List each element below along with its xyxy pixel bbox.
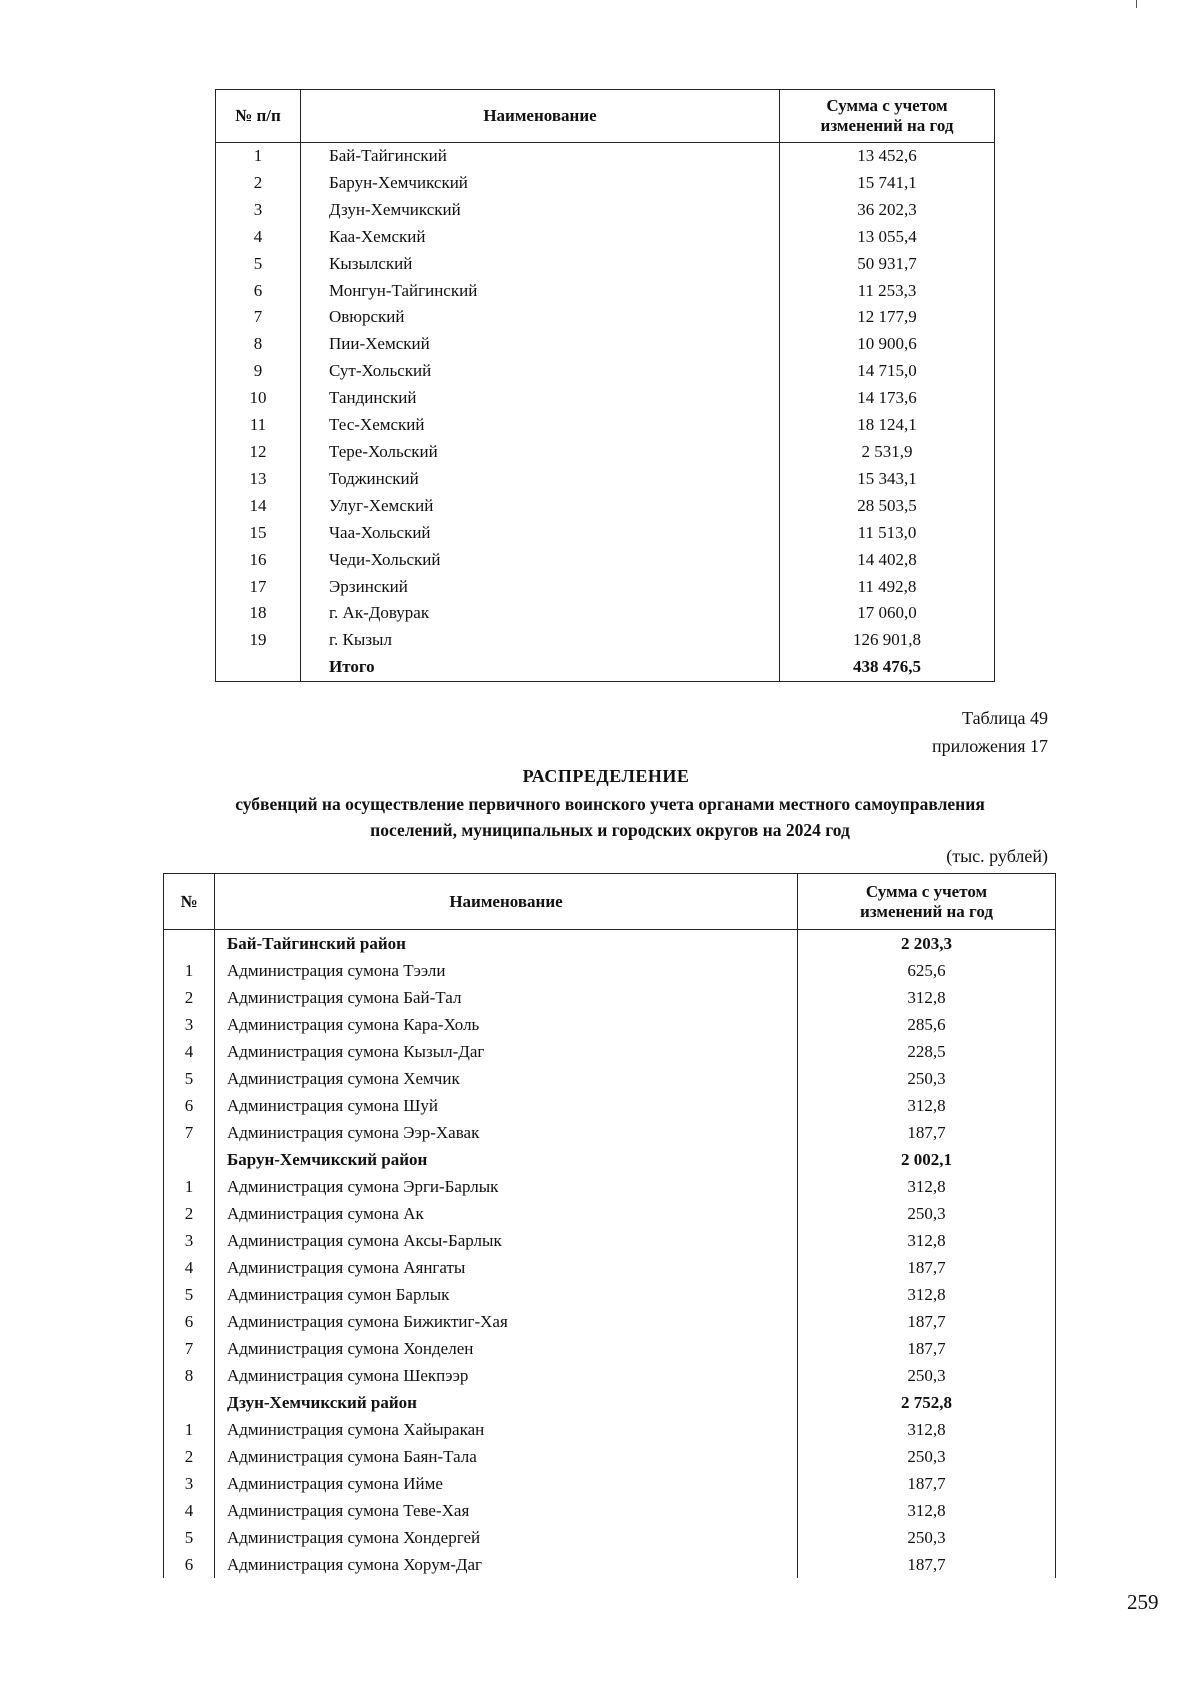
row-value: 187,7 bbox=[798, 1551, 1056, 1578]
row-number bbox=[164, 1389, 215, 1416]
row-value: 12 177,9 bbox=[780, 304, 995, 331]
regions-table-body bbox=[216, 143, 995, 682]
row-number bbox=[164, 1146, 215, 1173]
row-value: 312,8 bbox=[798, 1173, 1056, 1200]
row-value: 17 060,0 bbox=[780, 600, 995, 627]
table-row bbox=[164, 1281, 1056, 1308]
row-value: 228,5 bbox=[798, 1038, 1056, 1065]
row-number: 3 bbox=[184, 1474, 194, 1493]
row-name: Тандинский bbox=[301, 385, 780, 412]
table-row bbox=[164, 1470, 1056, 1497]
row-name: Тоджинский bbox=[301, 466, 780, 493]
row-number: 3 bbox=[253, 199, 263, 219]
row-name: Бай-Тайгинский bbox=[301, 143, 780, 170]
row-name: Администрация сумона Хемчик bbox=[215, 1065, 798, 1092]
table-row bbox=[216, 224, 995, 251]
row-number: 1 bbox=[184, 961, 194, 980]
row-value: 11 253,3 bbox=[780, 278, 995, 305]
row-value: 11 513,0 bbox=[780, 520, 995, 547]
row-name: Администрация сумона Шекпээр bbox=[215, 1362, 798, 1389]
row-number: 14 bbox=[249, 495, 267, 515]
row-value: 126 901,8 bbox=[780, 627, 995, 654]
row-number: 19 bbox=[249, 630, 267, 650]
row-value: 250,3 bbox=[798, 1200, 1056, 1227]
row-value: 36 202,3 bbox=[780, 197, 995, 224]
table-row bbox=[216, 331, 995, 358]
row-number: 10 bbox=[249, 388, 267, 408]
row-value: 312,8 bbox=[798, 1227, 1056, 1254]
row-value: 312,8 bbox=[798, 984, 1056, 1011]
total-row bbox=[216, 654, 995, 681]
row-name: Администрация сумона Хорум-Даг bbox=[215, 1551, 798, 1578]
total-label: Итого bbox=[301, 654, 780, 681]
row-name: Чеди-Хольский bbox=[301, 547, 780, 574]
row-name: Барун-Хемчикский bbox=[301, 170, 780, 197]
page-number: 259 bbox=[1127, 1590, 1159, 1614]
row-value: 250,3 bbox=[798, 1065, 1056, 1092]
regions-table bbox=[215, 89, 995, 682]
row-value: 312,8 bbox=[798, 1281, 1056, 1308]
row-number bbox=[164, 930, 215, 958]
row-value: 13 452,6 bbox=[780, 143, 995, 170]
row-name: Администрация сумона Кара-Холь bbox=[215, 1011, 798, 1038]
table-row bbox=[164, 1038, 1056, 1065]
table-row bbox=[216, 143, 995, 170]
district-group-row bbox=[164, 1146, 1056, 1173]
district-name: Барун-Хемчикский район bbox=[215, 1146, 798, 1173]
table-row bbox=[164, 1011, 1056, 1038]
table-row bbox=[164, 1551, 1056, 1578]
row-number: 6 bbox=[253, 280, 263, 300]
row-name: Администрация сумона Хондергей bbox=[215, 1524, 798, 1551]
row-name: Пии-Хемский bbox=[301, 331, 780, 358]
document-title: РАСПРЕДЕЛЕНИЕ bbox=[522, 766, 690, 786]
table-row bbox=[216, 170, 995, 197]
table-row bbox=[164, 984, 1056, 1011]
units-label: (тыс. рублей) bbox=[946, 846, 1048, 866]
row-name: Эрзинский bbox=[301, 574, 780, 601]
table-row bbox=[216, 358, 995, 385]
row-number: 1 bbox=[184, 1177, 194, 1196]
row-number: 5 bbox=[184, 1069, 194, 1088]
row-name: Администрация сумона Эрги-Барлык bbox=[215, 1173, 798, 1200]
table-row bbox=[164, 1065, 1056, 1092]
row-name: Овюрский bbox=[301, 304, 780, 331]
table-row bbox=[216, 278, 995, 305]
row-value: 285,6 bbox=[798, 1011, 1056, 1038]
row-number: 7 bbox=[184, 1123, 194, 1142]
row-name: Администрация сумона Теве-Хая bbox=[215, 1497, 798, 1524]
district-name: Бай-Тайгинский район bbox=[215, 930, 798, 958]
document-subtitle-line1: субвенций на осуществление первичного воинского учета органами местного самоуправления bbox=[235, 794, 985, 814]
row-name: Кызылский bbox=[301, 251, 780, 278]
row-value: 15 741,1 bbox=[780, 170, 995, 197]
header-num: № п/п bbox=[216, 90, 301, 143]
row-number: 5 bbox=[184, 1285, 194, 1304]
row-number bbox=[216, 654, 301, 681]
row-value: 625,6 bbox=[798, 957, 1056, 984]
row-value: 250,3 bbox=[798, 1443, 1056, 1470]
table-row bbox=[216, 547, 995, 574]
row-value: 187,7 bbox=[798, 1308, 1056, 1335]
header-name: Наименование bbox=[215, 874, 798, 930]
row-name: Дзун-Хемчикский bbox=[301, 197, 780, 224]
row-value: 312,8 bbox=[798, 1416, 1056, 1443]
header-name: Наименование bbox=[301, 90, 780, 143]
row-value: 312,8 bbox=[798, 1497, 1056, 1524]
row-number: 4 bbox=[253, 226, 263, 246]
header-sum-line2: изменений на год bbox=[820, 116, 954, 135]
table-row bbox=[164, 1443, 1056, 1470]
total-value: 438 476,5 bbox=[780, 654, 995, 681]
header-num: № bbox=[164, 874, 215, 930]
row-name: Администрация сумон Барлык bbox=[215, 1281, 798, 1308]
row-number: 5 bbox=[184, 1528, 194, 1547]
row-value: 14 402,8 bbox=[780, 547, 995, 574]
table-row bbox=[216, 197, 995, 224]
table-row bbox=[216, 412, 995, 439]
table-row bbox=[164, 1524, 1056, 1551]
district-total: 2 002,1 bbox=[798, 1146, 1056, 1173]
table-row bbox=[216, 251, 995, 278]
table-row bbox=[216, 600, 995, 627]
table-row bbox=[164, 1227, 1056, 1254]
row-number: 6 bbox=[184, 1555, 194, 1574]
row-name: Администрация сумона Ээр-Хавак bbox=[215, 1119, 798, 1146]
header-sum bbox=[780, 90, 995, 143]
row-name: Администрация сумона Ак bbox=[215, 1200, 798, 1227]
row-number: 2 bbox=[184, 1204, 194, 1223]
row-name: Администрация сумона Аксы-Барлык bbox=[215, 1227, 798, 1254]
row-number: 18 bbox=[249, 603, 267, 623]
row-value: 10 900,6 bbox=[780, 331, 995, 358]
district-group-row bbox=[164, 930, 1056, 958]
row-number: 9 bbox=[253, 361, 263, 381]
table-row bbox=[216, 304, 995, 331]
row-name: Тере-Хольский bbox=[301, 439, 780, 466]
subventions-table-body bbox=[164, 930, 1056, 1579]
row-number: 12 bbox=[249, 441, 267, 461]
appendix-label: приложения 17 bbox=[931, 736, 1048, 756]
row-value: 250,3 bbox=[798, 1362, 1056, 1389]
table-label: Таблица 49 bbox=[962, 708, 1048, 728]
row-value: 312,8 bbox=[798, 1092, 1056, 1119]
row-name: г. Кызыл bbox=[301, 627, 780, 654]
row-number: 6 bbox=[184, 1096, 194, 1115]
table-row bbox=[216, 627, 995, 654]
table-row bbox=[164, 1119, 1056, 1146]
row-number: 2 bbox=[253, 172, 263, 192]
row-number: 15 bbox=[249, 522, 267, 542]
table-row bbox=[164, 1254, 1056, 1281]
row-name: Администрация сумона Шуй bbox=[215, 1092, 798, 1119]
row-name: Администрация сумона Хайыракан bbox=[215, 1416, 798, 1443]
row-value: 187,7 bbox=[798, 1335, 1056, 1362]
row-number: 3 bbox=[184, 1231, 194, 1250]
table-row bbox=[216, 574, 995, 601]
row-number: 5 bbox=[253, 253, 263, 273]
district-name: Дзун-Хемчикский район bbox=[215, 1389, 798, 1416]
row-value: 13 055,4 bbox=[780, 224, 995, 251]
row-value: 18 124,1 bbox=[780, 412, 995, 439]
table-header-row bbox=[164, 874, 1056, 930]
row-value: 28 503,5 bbox=[780, 493, 995, 520]
scan-edge-mark bbox=[1136, 0, 1137, 8]
row-number: 8 bbox=[184, 1366, 194, 1385]
row-value: 14 173,6 bbox=[780, 385, 995, 412]
row-number: 2 bbox=[184, 988, 194, 1007]
document-subtitle-line2: поселений, муниципальных и городских округов на 2024 год bbox=[370, 820, 850, 840]
table-row bbox=[216, 385, 995, 412]
row-number: 8 bbox=[253, 334, 263, 354]
header-sum bbox=[798, 874, 1056, 930]
row-number: 4 bbox=[184, 1258, 194, 1277]
table-row bbox=[216, 466, 995, 493]
row-name: Администрация сумона Тээли bbox=[215, 957, 798, 984]
table-row bbox=[164, 1308, 1056, 1335]
district-total: 2 752,8 bbox=[798, 1389, 1056, 1416]
header-sum-line1: Сумма с учетом bbox=[826, 96, 948, 115]
row-number: 11 bbox=[249, 415, 267, 435]
row-value: 187,7 bbox=[798, 1470, 1056, 1497]
table-row bbox=[164, 1200, 1056, 1227]
table-row bbox=[164, 1092, 1056, 1119]
table-row bbox=[164, 1362, 1056, 1389]
row-value: 2 531,9 bbox=[780, 439, 995, 466]
district-total: 2 203,3 bbox=[798, 930, 1056, 958]
row-name: г. Ак-Довурак bbox=[301, 600, 780, 627]
table-row bbox=[216, 493, 995, 520]
header-sum-line2: изменений на год bbox=[860, 901, 993, 921]
row-number: 1 bbox=[184, 1420, 194, 1439]
row-value: 187,7 bbox=[798, 1254, 1056, 1281]
row-name: Администрация сумона Аянгаты bbox=[215, 1254, 798, 1281]
row-name: Сут-Хольский bbox=[301, 358, 780, 385]
row-name: Улуг-Хемский bbox=[301, 493, 780, 520]
row-number: 4 bbox=[184, 1042, 194, 1061]
subventions-table bbox=[163, 873, 1056, 1578]
table-row bbox=[216, 520, 995, 547]
row-name: Администрация сумона Бай-Тал bbox=[215, 984, 798, 1011]
row-value: 15 343,1 bbox=[780, 466, 995, 493]
row-number: 4 bbox=[184, 1501, 194, 1520]
row-number: 7 bbox=[184, 1339, 194, 1358]
table-row bbox=[164, 1335, 1056, 1362]
row-name: Каа-Хемский bbox=[301, 224, 780, 251]
row-value: 187,7 bbox=[798, 1119, 1056, 1146]
table-row bbox=[216, 439, 995, 466]
row-name: Администрация сумона Баян-Тала bbox=[215, 1443, 798, 1470]
row-value: 50 931,7 bbox=[780, 251, 995, 278]
row-name: Тес-Хемский bbox=[301, 412, 780, 439]
header-sum-line1: Сумма с учетом bbox=[865, 881, 988, 901]
row-number: 16 bbox=[249, 549, 267, 569]
row-name: Чаа-Хольский bbox=[301, 520, 780, 547]
row-name: Монгун-Тайгинский bbox=[301, 278, 780, 305]
district-group-row bbox=[164, 1389, 1056, 1416]
row-number: 7 bbox=[253, 307, 263, 327]
row-name: Администрация сумона Бижиктиг-Хая bbox=[215, 1308, 798, 1335]
table-row bbox=[164, 957, 1056, 984]
row-number: 2 bbox=[184, 1447, 194, 1466]
table-row bbox=[164, 1173, 1056, 1200]
row-value: 11 492,8 bbox=[780, 574, 995, 601]
row-number: 6 bbox=[184, 1312, 194, 1331]
row-number: 1 bbox=[253, 146, 263, 165]
row-number: 17 bbox=[249, 576, 267, 596]
row-name: Администрация сумона Кызыл-Даг bbox=[215, 1038, 798, 1065]
row-value: 14 715,0 bbox=[780, 358, 995, 385]
table-row bbox=[164, 1497, 1056, 1524]
row-name: Администрация сумона Хонделен bbox=[215, 1335, 798, 1362]
table-header-row bbox=[216, 90, 995, 143]
row-value: 250,3 bbox=[798, 1524, 1056, 1551]
row-number: 3 bbox=[184, 1015, 194, 1034]
row-number: 13 bbox=[249, 468, 267, 488]
table-row bbox=[164, 1416, 1056, 1443]
row-name: Администрация сумона Ийме bbox=[215, 1470, 798, 1497]
